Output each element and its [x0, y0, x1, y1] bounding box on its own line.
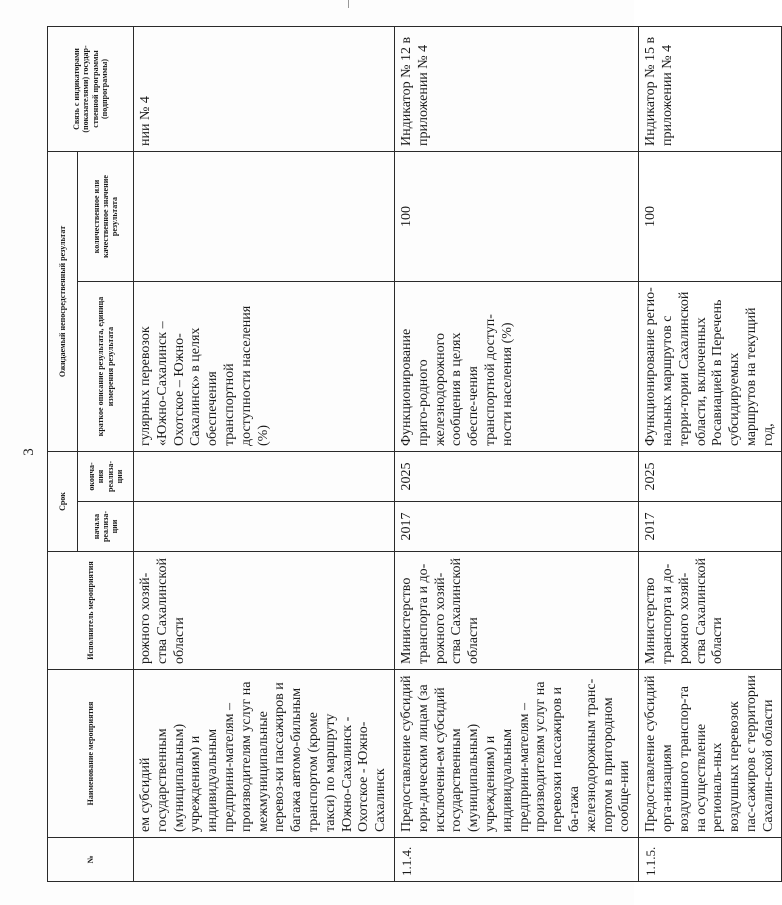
row-desc: Функционирование регио-нальных маршрутов с терри-тории Сахалинской области, включенных Росавиацией в Перечень субсидируемых маршрутов на текущий год, — [639, 282, 782, 452]
header-num: № — [48, 838, 134, 882]
row-name: Предоставление субсидий юри-дическим лицам (за исключени-ем субсидий государственным (муниципальным) учреждениям) и индивидуальным предприни-мателям – производителям услуг на перевозки пассажиров и ба-гажа железнодорожным транс-портом в пригородном сообще-нии — [394, 670, 638, 838]
row-desc: Функционирование приго-родного железнодорожного сообщения в целях обеспе-чения транспортной доступ-ности населения (%) — [394, 282, 638, 452]
header-executor: Исполнитель мероприятия — [48, 552, 134, 670]
rotated-content — [17, 12, 776, 892]
row-start: 2017 — [394, 502, 638, 552]
scan-mark — [348, 0, 349, 8]
header-term-start: начала реализа-ции — [78, 502, 134, 552]
row-link: нии № 4 — [134, 27, 395, 152]
row-executor: Министерство транспорта и до-рожного хозяй-ства Сахалинской области — [394, 552, 638, 670]
row-executor: рожного хозяй-ства Сахалинской области — [134, 552, 395, 670]
table-row — [394, 27, 638, 882]
header-expected: Ожидаемый непосредственный результат — [48, 152, 78, 452]
measures-table — [47, 26, 782, 882]
row-link: Индикатор № 15 в приложении № 4 — [639, 27, 782, 152]
header-expected-desc: краткое описание результата, единица измерения результата — [78, 282, 134, 452]
row-value: 100 — [394, 152, 638, 282]
row-name: Предоставление субсидий орга-низациям воздушного транспор-та на осуществление региональ-ных воздушных перевозок пас-сажиров с территории Сахалин-ской области — [639, 670, 782, 838]
row-start — [134, 502, 395, 552]
row-end: 2025 — [394, 452, 638, 502]
row-start: 2017 — [639, 502, 782, 552]
page-number: 3 — [21, 448, 37, 456]
header-row-1 — [48, 27, 78, 882]
row-desc: гулярных перевозок «Южно-Сахалинск – Охотское – Южно-Сахалинск» в целях обеспечения транспортной доступности населения (%) — [134, 282, 395, 452]
row-value — [134, 152, 395, 282]
row-executor: Министерство транспорта и до-рожного хозяй-ства Сахалинской области — [639, 552, 782, 670]
row-name: ем субсидий государственным (муниципальным) учреждениям) и индивидуальным предприни-мателям – производителям услуг на межмуниципальные перевоз-ки пассажиров и багажа автомо-бильным транспортом (кроме такси) по маршруту Южно-Сахалинск - Охотское - Южно-Сахалинск — [134, 670, 395, 838]
header-link: Связь с индикаторами (показателями) государ-ственной программы (подпрограммы) — [48, 27, 134, 152]
header-name: Наименование мероприятия — [48, 670, 134, 838]
row-num: 1.1.4. — [394, 838, 638, 882]
row-end: 2025 — [639, 452, 782, 502]
row-end — [134, 452, 395, 502]
row-num — [134, 838, 395, 882]
table-row — [134, 27, 395, 882]
row-num: 1.1.5. — [639, 838, 782, 882]
row-link: Индикатор № 12 в приложении № 4 — [394, 27, 638, 152]
header-expected-value: количественное или качественное значение результата — [78, 152, 134, 282]
table-row — [639, 27, 782, 882]
header-term: Срок — [48, 452, 78, 552]
header-term-end: оконча-ния реализа-ции — [78, 452, 134, 502]
row-value: 100 — [639, 152, 782, 282]
